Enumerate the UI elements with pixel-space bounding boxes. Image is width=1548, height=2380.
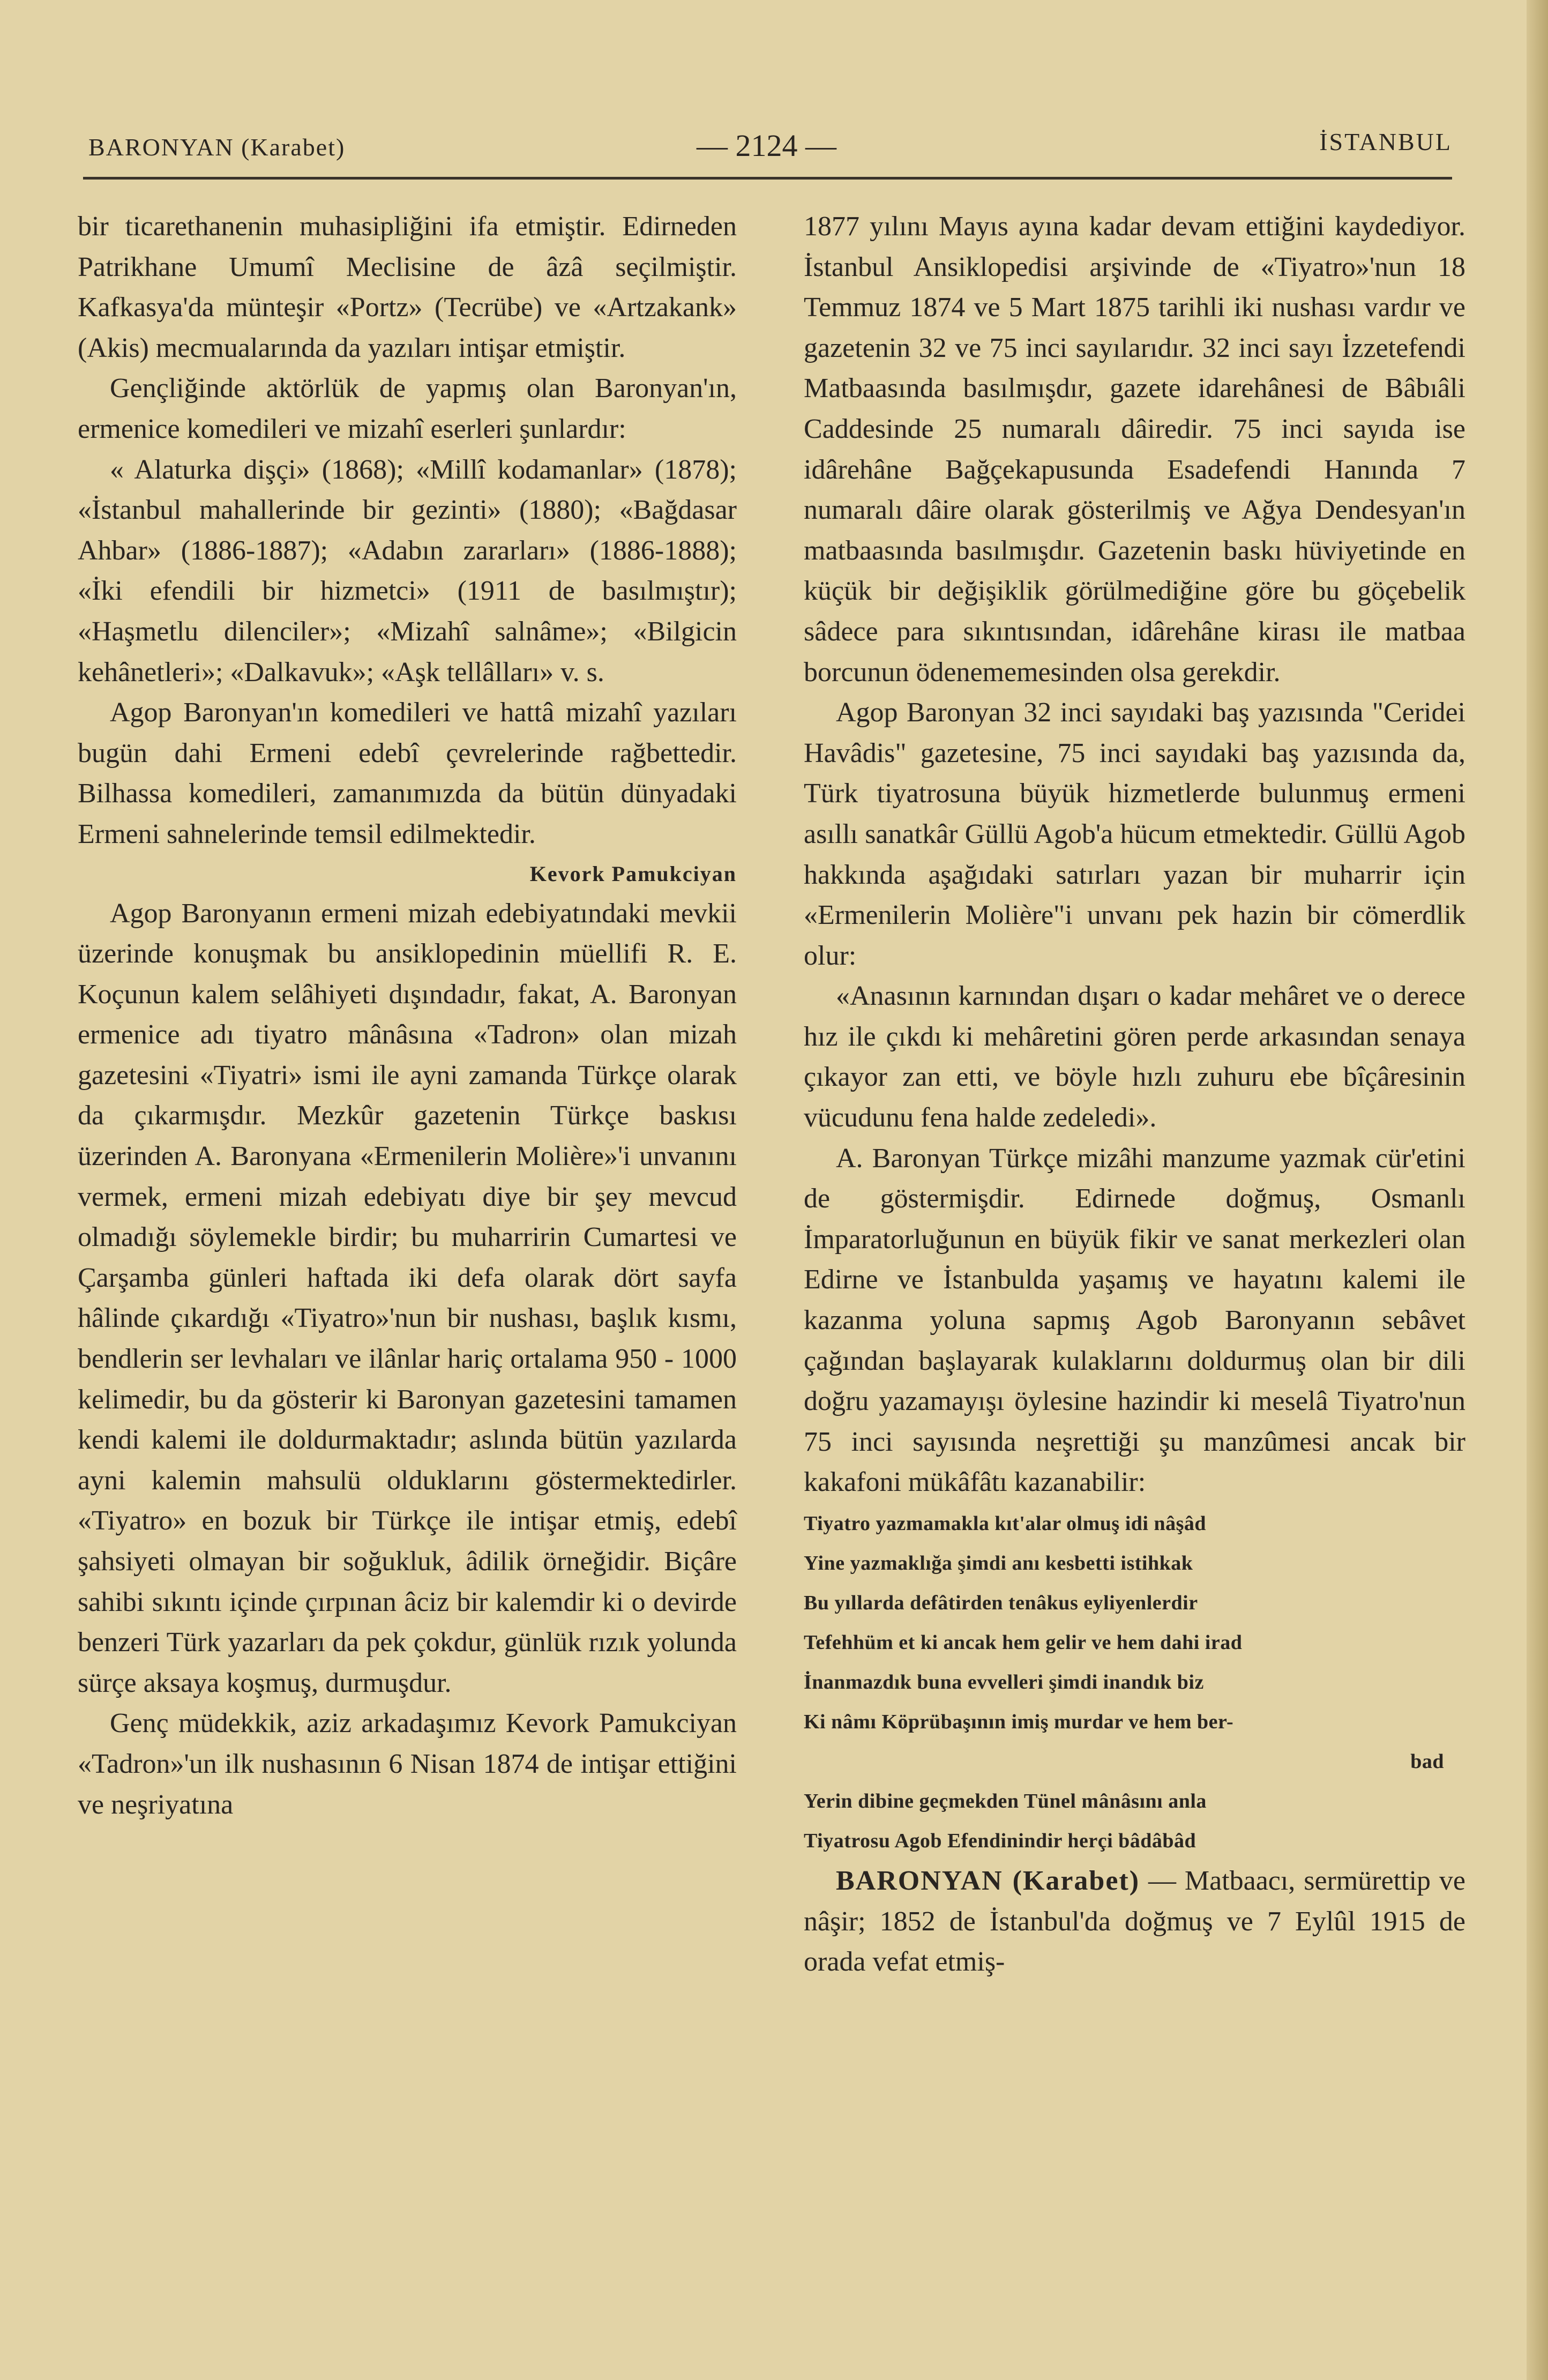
paragraph: Gençliğinde aktörlük de yapmış olan Baronyan'ın, ermenice komedileri ve mizahî eserleri şunlardır: bbox=[78, 373, 737, 444]
poem-line: Tefehhüm et ki ancak hem gelir ve hem dahi irad bbox=[804, 1631, 1243, 1654]
poem-line: Yine yazmaklığa şimdi anı kesbetti istihkak bbox=[804, 1552, 1193, 1575]
poem-line: Tiyatro yazmamakla kıt'alar olmuş idi nâşâd bbox=[804, 1512, 1206, 1535]
poem-line: Yerin dibine geçmekden Tünel mânâsını anla bbox=[804, 1790, 1207, 1812]
page-edge-shadow bbox=[1527, 0, 1548, 2380]
page-number: — 2124 — bbox=[697, 128, 836, 163]
poem-line: Ki nâmı Köprübaşının imiş murdar ve hem ber- bbox=[804, 1711, 1234, 1733]
right-column bbox=[804, 206, 1465, 1982]
page-header bbox=[88, 128, 1452, 176]
poem-line-continuation: bad bbox=[1410, 1750, 1444, 1773]
poem-line: Bu yıllarda defâtirden tenâkus eyliyenlerdir bbox=[804, 1592, 1198, 1614]
bio-entry bbox=[804, 1861, 1465, 1982]
paragraph: « Alaturka dişçi» (1868); «Millî kodamanlar» (1878); «İstanbul mahallerinde bir gezinti» (1880); «Bağdasar Ahbar» (1886-1887); «Adabın zararları» (1886-1888); «İki efendili bir hizmetci» (1911 de basılmıştır); «Haşmetlu dilenciler»; «Mizahî salnâme»; «Bilgicin kehânetleri»; «Dalkavuk»; «Aşk tellâlları» v. s. bbox=[78, 454, 737, 688]
quotation: «Anasının karnından dışarı o kadar mehâret ve o derece hız ile çıkdı ki mehâretini gören perde arkasından senaya çıkayor zan etti, ve böyle hızlı zuhuru ebe bîçâresinin vücudunu fena halde zedeledi». bbox=[804, 981, 1465, 1133]
entry-heading: BARONYAN (Karabet) bbox=[836, 1866, 1140, 1896]
paragraph: Agop Baronyanın ermeni mizah edebiyatındaki mevkii üzerinde konuşmak bu ansiklopedinin müellifi R. E. Koçunun kalem selâhiyeti dışındadır, fakat, A. Baronyan ermenice adı tiyatro mânâsına «Tadron» olan mizah gazetesini «Tiyatri» ismi ile ayni zamanda Türkçe olarak da çıkarmışdır. Mezkûr gazetenin Türkçe baskısı üzerinden A. Baronyana «Ermenilerin Molière»'i unvanını vermek, ermeni mizah edebiyatı diye bir şey mevcud olmadığı söylemekle birdir; bu muharririn Cumartesi ve Çarşamba günleri haftada iki defa olarak dört sayfa hâlinde çıkardığı «Tiyatro»'nun bir nushası, başlık kısmı, bendlerin ser levhaları ve ilânlar hariç ortalama 950 - 1000 kelimedir, bu da gösterir ki Baronyan gazetesini tamamen kendi kalemi ile doldurmaktadır; aslında bütün yazılarda ayni kalemin mahsulü olduklarını göstermektedirler. «Tiyatro» en bozuk bir Türkçe ile intişar etmiş, edebî şahsiyeti olmayan bir soğukluk, âdilik örneğidir. Biçâre sahibi sıkıntı içinde çırpınan âciz bir kalemdir ki o devirde benzeri Türk yazarları da pek çokdur, günlük rızık yolunda sürçe aksaya koşmuş, durmuşdur. bbox=[78, 898, 737, 1698]
poem-block bbox=[804, 1504, 1465, 1861]
poem-line: İnanmazdık buna evvelleri şimdi inandık biz bbox=[804, 1671, 1204, 1693]
paragraph: Agop Baronyan 32 inci sayıdaki baş yazısında "Ceridei Havâdis" gazetesine, 75 inci sayıdaki baş yazısında da, Türk tiyatrosuna büyük hizmetlerde bulunmuş ermeni asıllı sanatkâr Güllü Agob'a hücum etmektedir. Güllü Agob hakkında aşağıdaki satırları yazan bir muharrir için «Ermenilerin Molière"i unvanı pek hazin bir cömerdlik olur: bbox=[804, 697, 1465, 971]
entry-text: — Matbaacı, sermürettip ve nâşir; 1852 de İstanbul'da doğmuş ve 7 Eylûl 1915 de orada vefat etmiş- bbox=[804, 1866, 1465, 1978]
header-rule bbox=[83, 177, 1452, 180]
paragraph: 1877 yılını Mayıs ayına kadar devam ettiğini kaydediyor. İstanbul Ansiklopedisi arşivinde de «Tiyatro»'nun 18 Temmuz 1874 ve 5 Mart 1875 tarihli iki nushası vardır ve gazetenin 32 ve 75 inci sayılarıdır. 32 inci sayı İzzetefendi Matbaasında basılmışdır, gazete idarehânesi de Bâbıâli Caddesinde 25 numaralı dâiredir. 75 inci sayıda ise idârehâne Bağçekapusunda Esadefendi Hanında 7 numaralı dâire olarak gösterilmiş ve Ağya Dendesyan'ın matbaasında basılmışdır. Gazetenin baskı hüviyetinde en küçük bir değişiklik görülmediğine göre bu göçebelik sâdece para sıkıntısından, idârehâne kirası ile matbaa borcunun ödenememesinden olsa gerekdir. bbox=[804, 211, 1465, 688]
header-entry-title: BARONYAN (Karabet) bbox=[88, 133, 346, 161]
author-signature: Kevork Pamukciyan bbox=[529, 861, 737, 886]
poem-line: Tiyatrosu Agob Efendinindir herçi bâdâbâd bbox=[804, 1830, 1196, 1852]
paragraph: A. Baronyan Türkçe mizâhi manzume yazmak cür'etini de göstermişdir. Edirnede doğmuş, Osmanlı İmparatorluğunun en büyük fikir ve sanat merkezleri olan Edirne ve İstanbulda yaşamış ve hayatını kalemi ile kazanma yoluna sapmış Agob Baronyanın sebâvet çağından başlayarak kulaklarını doldurmuş olan bir dili doğru yazamayışı öylesine hazindir ki meselâ Tiyatro'nun 75 inci sayısında neşrettiği şu manzûmesi ancak bir kakafoni mükâfâtı kazanabilir: bbox=[804, 1143, 1465, 1498]
paragraph: Genç müdekkik, aziz arkadaşımız Kevork Pamukciyan «Tadron»'un ilk nushasının 6 Nisan 1874 de intişar ettiğini ve neşriyatına bbox=[78, 1708, 737, 1820]
paragraph: bir ticarethanenin muhasipliğini ifa etmiştir. Edirneden Patrikhane Umumî Meclisine de âzâ seçilmiştir. Kafkasya'da münteşir «Portz» (Tecrübe) ve «Artzakank» (Akis) mecmualarında da yazıları intişar etmiştir. bbox=[78, 211, 737, 363]
left-column bbox=[78, 206, 737, 1825]
header-section-name: İSTANBUL bbox=[1319, 128, 1452, 155]
paragraph: Agop Baronyan'ın komedileri ve hattâ mizahî yazıları bugün dahi Ermeni edebî çevrelerinde rağbettedir. Bilhassa komedileri, zamanımızda da bütün dünyadaki Ermeni sahnelerinde temsil edilmektedir. bbox=[78, 697, 737, 849]
